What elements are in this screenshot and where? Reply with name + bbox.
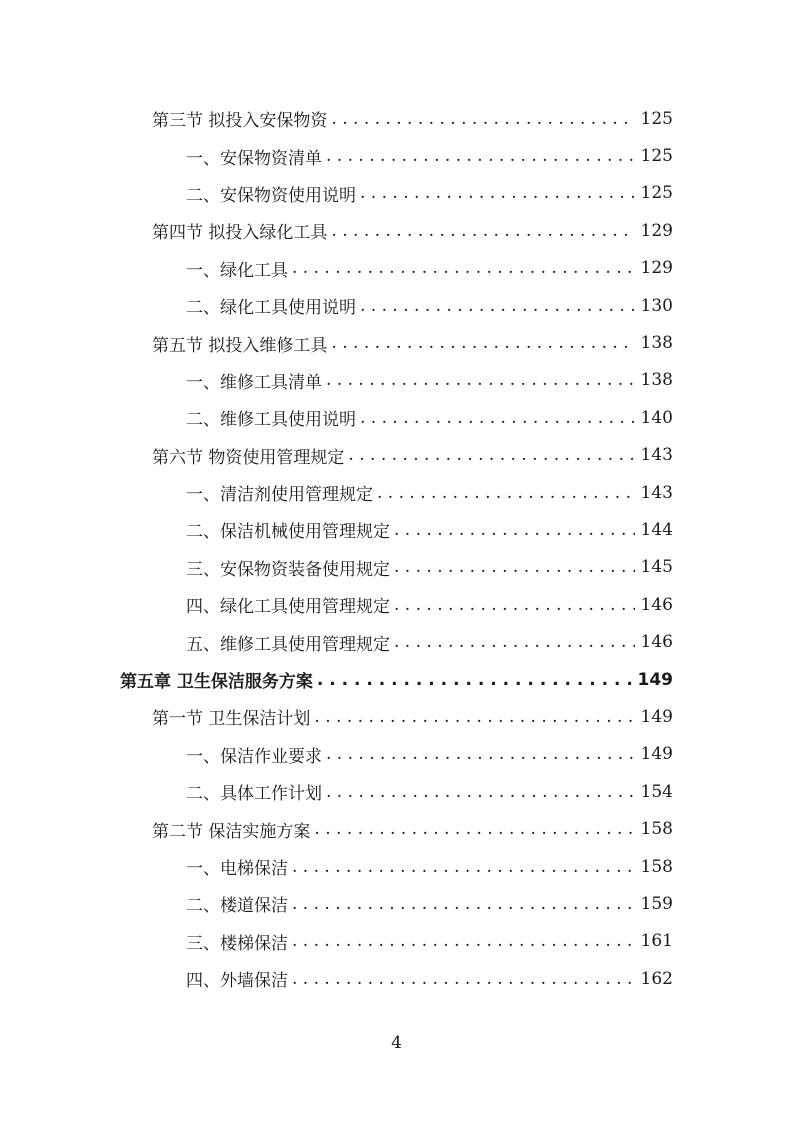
toc-entry-title: 一、绿化工具 xyxy=(186,260,288,281)
toc-entry-page: 146 xyxy=(640,632,673,653)
dot-leader xyxy=(394,557,635,577)
dot-leader xyxy=(317,670,632,690)
toc-entry-page: 129 xyxy=(640,220,673,241)
toc-entry-page: 146 xyxy=(640,594,673,615)
dot-leader xyxy=(360,296,635,316)
dot-leader xyxy=(326,370,635,390)
toc-entry[interactable] xyxy=(0,848,793,885)
toc-entry-title: 二、维修工具使用说明 xyxy=(186,410,356,431)
toc-entry-page: 125 xyxy=(640,183,673,204)
dot-leader xyxy=(360,183,635,203)
toc-entry-title: 二、绿化工具使用说明 xyxy=(186,298,356,319)
toc-entry[interactable] xyxy=(0,287,793,324)
toc-entry-title: 一、电梯保洁 xyxy=(186,859,288,879)
toc-entry-page: 143 xyxy=(640,482,673,503)
toc-entry[interactable] xyxy=(0,960,793,997)
toc-entry-page: 159 xyxy=(640,893,673,914)
toc-entry-page: 125 xyxy=(640,108,673,129)
toc-entry-title: 三、楼梯保洁 xyxy=(186,933,288,954)
page-number: 4 xyxy=(391,1033,402,1053)
toc-entry[interactable] xyxy=(0,885,793,922)
toc-entry[interactable] xyxy=(0,175,793,212)
toc-entry-title: 第二节 保洁实施方案 xyxy=(152,821,311,842)
toc-entry-title: 二、具体工作计划 xyxy=(186,784,322,805)
dot-leader xyxy=(348,445,634,465)
toc-entry[interactable] xyxy=(0,474,793,511)
toc-entry-page: 143 xyxy=(640,445,673,466)
toc-entry-page: 144 xyxy=(640,519,673,540)
dot-leader xyxy=(331,221,634,241)
toc-entry-title: 第五章 卫生保洁服务方案 xyxy=(120,672,313,693)
toc-entry[interactable] xyxy=(0,250,793,287)
dot-leader xyxy=(326,146,635,166)
toc-entry[interactable] xyxy=(0,100,793,137)
toc-entry-title: 三、安保物资装备使用规定 xyxy=(186,559,390,580)
toc-entry-title: 第三节 拟投入安保物资 xyxy=(152,111,328,132)
toc-entry[interactable] xyxy=(0,698,793,735)
toc-entry-title: 四、绿化工具使用管理规定 xyxy=(186,597,390,618)
toc-entry-page: 129 xyxy=(640,258,673,279)
toc-entry-page: 130 xyxy=(640,295,673,316)
toc-entry[interactable] xyxy=(0,661,793,698)
toc-entry-page: 149 xyxy=(640,744,673,765)
toc-entry[interactable] xyxy=(0,437,793,474)
dot-leader xyxy=(394,632,635,652)
table-of-contents xyxy=(0,100,793,997)
dot-leader xyxy=(326,782,635,802)
toc-entry[interactable] xyxy=(0,511,793,548)
dot-leader xyxy=(394,520,635,540)
toc-entry-title: 第六节 物资使用管理规定 xyxy=(152,447,345,468)
toc-entry-page: 125 xyxy=(640,146,673,167)
toc-entry[interactable] xyxy=(0,623,793,660)
toc-entry[interactable] xyxy=(0,773,793,810)
toc-entry[interactable] xyxy=(0,810,793,847)
toc-entry-title: 一、清洁剂使用管理规定 xyxy=(186,485,373,506)
dot-leader xyxy=(360,408,635,428)
dot-leader xyxy=(292,894,635,914)
dot-leader xyxy=(292,258,635,278)
dot-leader xyxy=(292,857,635,877)
toc-entry-title: 二、安保物资使用说明 xyxy=(186,185,356,206)
toc-entry-page: 149 xyxy=(640,706,673,727)
toc-entry-title: 四、外墙保洁 xyxy=(186,971,288,992)
toc-entry[interactable] xyxy=(0,137,793,174)
dot-leader xyxy=(292,931,635,951)
dot-leader xyxy=(292,969,635,989)
toc-entry[interactable] xyxy=(0,736,793,773)
toc-entry-page: 145 xyxy=(640,557,673,578)
toc-entry-title: 第一节 卫生保洁计划 xyxy=(152,709,311,730)
toc-entry-title: 一、维修工具清单 xyxy=(186,372,322,393)
toc-entry[interactable] xyxy=(0,586,793,623)
toc-entry-page: 138 xyxy=(640,370,673,391)
toc-entry-page: 161 xyxy=(640,931,673,952)
toc-entry-page: 162 xyxy=(640,968,673,989)
toc-entry[interactable] xyxy=(0,362,793,399)
dot-leader xyxy=(331,333,634,353)
toc-entry-title: 第四节 拟投入绿化工具 xyxy=(152,223,328,244)
toc-entry[interactable] xyxy=(0,923,793,960)
toc-entry-page: 138 xyxy=(640,333,673,354)
dot-leader xyxy=(394,595,635,615)
toc-entry[interactable] xyxy=(0,212,793,249)
toc-entry[interactable] xyxy=(0,324,793,361)
toc-entry-page: 158 xyxy=(640,819,673,840)
toc-entry-title: 一、安保物资清单 xyxy=(186,148,322,169)
dot-leader xyxy=(331,109,634,129)
dot-leader xyxy=(314,819,634,839)
toc-entry-title: 一、保洁作业要求 xyxy=(186,746,322,767)
toc-entry-title: 二、保洁机械使用管理规定 xyxy=(186,522,390,543)
dot-leader xyxy=(326,744,635,764)
toc-entry-page: 158 xyxy=(640,856,673,877)
toc-entry-page: 149 xyxy=(637,669,673,690)
toc-entry-title: 五、维修工具使用管理规定 xyxy=(186,634,390,655)
toc-entry-title: 二、楼道保洁 xyxy=(186,896,288,917)
toc-entry[interactable] xyxy=(0,549,793,586)
toc-entry-page: 140 xyxy=(640,407,673,428)
dot-leader xyxy=(377,483,635,503)
toc-entry-page: 154 xyxy=(640,781,673,802)
toc-entry[interactable] xyxy=(0,399,793,436)
dot-leader xyxy=(314,707,634,727)
toc-entry-title: 第五节 拟投入维修工具 xyxy=(152,335,328,356)
